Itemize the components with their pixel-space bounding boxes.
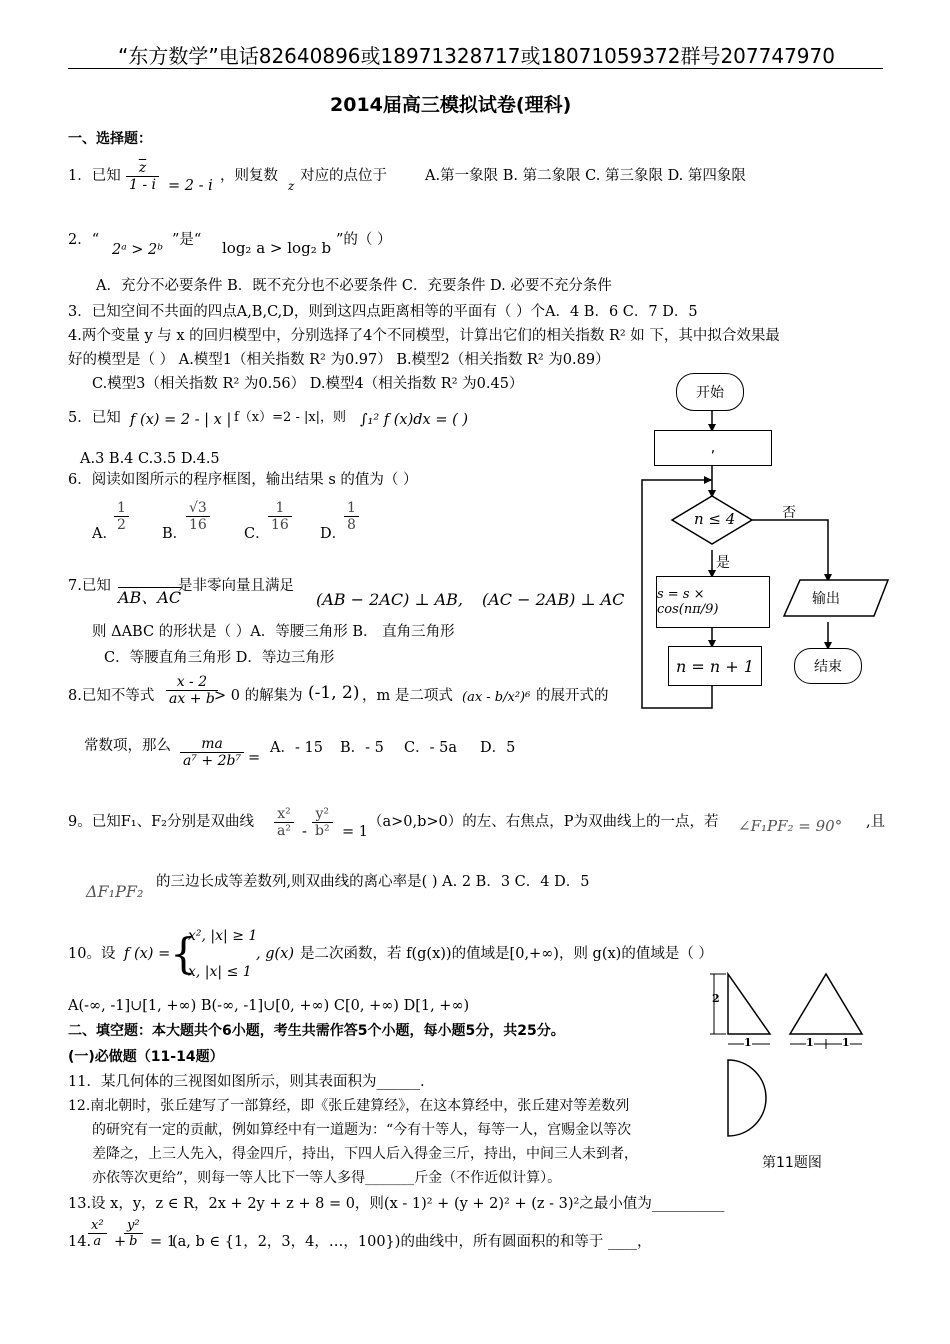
q8-optC: C．- 5a [404, 740, 457, 756]
q8-binomial: (ax - b/x²)⁶ [462, 690, 531, 705]
q1-lead: 1．已知 [68, 168, 121, 184]
q9-line2: 的三边长成等差数列,则双曲线的离心率是( ) A. 2 B．3 C．4 D．5 [156, 874, 590, 890]
flowchart-end: 结束 [794, 648, 862, 684]
q12-line3: 差降之，上三人先入，得金四斤，持出，下四人后入得金三斤，持出，中间三人未到者， [92, 1146, 638, 1162]
q1-mid: ，则复数 [220, 168, 278, 184]
q6-optC: C． [244, 526, 270, 542]
flowchart-start: 开始 [676, 373, 744, 411]
section-heading-fill: 二、填空题：本大题共个6小题，考生共需作答5个小题，每小题5分，共25分。 [68, 1023, 565, 1039]
q10-gx: , g(x) [256, 946, 294, 962]
q9-hyperbola-x: $\frac{\text{x²}}{\text{a²}}$ [274, 806, 294, 839]
flowchart-condition: n ≤ 4 [694, 510, 736, 528]
fig11-dim-w1: 1 [744, 1036, 752, 1049]
q6-optB: B． [162, 526, 188, 542]
flowchart-yes: 是 [716, 555, 730, 571]
q6-optD: D． [320, 526, 347, 542]
q5-f2: f（x）=2 - |x|，则 [234, 410, 347, 425]
fig11-dim-w2: 1 [806, 1036, 814, 1049]
q10-tail: 是二次函数，若 f(g(x))的值域是[0,+∞)，则 g(x)的值域是（ ） [300, 946, 713, 962]
q2-expr1: 2ᵃ > 2ᵇ [112, 242, 164, 258]
q9-hyperbola-y: $\frac{\text{y²}}{\text{b²}}$ [312, 806, 333, 839]
q8-set: (-1, 2) [308, 683, 360, 703]
q8-mid: > 0 的解集为 [214, 688, 303, 704]
q2-tail: ”的（ ） [336, 232, 392, 248]
q8-lead: 8.已知不等式 [68, 688, 155, 704]
q8-expr: $\frac{ma}{\text{a⁷ + 2b⁷}}$ [180, 736, 244, 769]
q10-case1: x², |x| ≥ 1 [188, 928, 258, 944]
q4-line1: 4.两个变量 y 与 x 的回归模型中，分别选择了4个不同模型，计算出它们的相关指数 R² 如 下，其中拟合效果最 [68, 328, 780, 344]
q5-f1: f (x) = 2 - | x | [130, 412, 232, 428]
fig11-dim-w3: 1 [842, 1036, 850, 1049]
q6-fracB: $\frac{√3}{16}$ [186, 500, 210, 533]
q9-mid: （a>0,b>0）的左、右焦点，P为双曲线上的一点，若 [368, 814, 719, 830]
q3: 3．已知空间不共面的四点A,B,C,D，则到这四点距离相等的平面有（ ）个A．4 B．6 C．7 D．5 [68, 304, 698, 320]
q1-options: A.第一象限 B. 第二象限 C. 第三象限 D. 第四象限 [425, 168, 746, 184]
q5-options: A.3 B.4 C.3.5 D.4.5 [80, 451, 220, 467]
q7-cond1: (AB − 2AC) ⊥ AB, [316, 590, 463, 609]
q6-stem: 6．阅读如图所示的程序框图，输出结果 s 的值为（ ） [68, 472, 418, 488]
q13: 13.设 x，y，z ∈ R，2x + 2y + z + 8 = 0，则(x - 1)² + (y + 2)² + (z - 3)²之最小值为__________ [68, 1196, 725, 1212]
q10-lead: 10。设 [68, 946, 116, 962]
q1-tail: 对应的点位于 [300, 168, 387, 184]
flowchart-step-s: s = s × cos(nπ/9) [656, 576, 770, 628]
q8-optD: D．5 [480, 740, 516, 756]
q7-mid: 是非零向量且满足 [178, 578, 294, 594]
q12-line2: 的研究有一定的贡献，例如算经中有一道题为：“今有十等人，每等一人，宫赐金以等次 [92, 1122, 632, 1138]
page-title: 2014届高三模拟试卷(理科) [330, 94, 572, 116]
three-view-figure [700, 966, 880, 1146]
q9-minus: - [302, 824, 307, 840]
q9-eq: = 1 [342, 824, 368, 840]
fig11-dim-h: 2 [712, 992, 720, 1005]
q8-tail: 的展开式的 [536, 688, 609, 704]
q5-lead: 5．已知 [68, 410, 121, 426]
q4-line3: C.模型3（相关指数 R² 为0.56） D.模型4（相关指数 R² 为0.45） [92, 376, 524, 392]
q8-line2: 常数项，那么 [84, 738, 171, 754]
q14-frac-x: $\frac{\text{x²}}{a}$ [88, 1218, 107, 1249]
q4-line2: 好的模型是（ ） A.模型1（相关指数 R² 为0.97） B.模型2（相关指数 R² 为0.89） [68, 352, 610, 368]
q6-fracA: $\frac{1}{2}$ [114, 500, 129, 533]
q10-options: A(-∞, -1]∪[1, +∞) B(-∞, -1]∪[0, +∞) C[0, +∞) D[1, +∞) [68, 998, 470, 1014]
q1-fraction: $\frac{\overline{z}}{1 - i}$ [126, 160, 159, 193]
section-heading-choice: 一、选择题： [68, 131, 152, 147]
q8-m: ，m 是二项式 [362, 688, 453, 704]
q14-frac-y: $\frac{\text{y²}}{b}$ [124, 1218, 143, 1249]
q14-tail: (a, b ∈ {1，2，3，4，…，100})的曲线中，所有圆面积的和等于 ____， [172, 1234, 652, 1250]
q12-line4: 亦依等次更给”，则每一等人比下一等人多得_______斤金（不作近似计算）。 [92, 1170, 562, 1186]
header-contact: “东方数学”电话82640896或18971328717或18071059372群号207747970 [118, 44, 835, 68]
q7-lead: 7.已知 [68, 578, 111, 594]
q7-line2: 则 ΔABC 的形状是（ ）A．等腰三角形 B． 直角三角形 [92, 624, 455, 640]
q8-eq: = [248, 750, 261, 766]
q5-integral: ∫₁² f (x)dx = ( ) [360, 412, 469, 428]
q7-vectors: AB、AC [118, 588, 182, 607]
q10-case2: x, |x| ≤ 1 [188, 964, 252, 980]
flowchart-step-n: n = n + 1 [668, 646, 762, 686]
q6-fracC: $\frac{1}{16}$ [268, 500, 292, 533]
q14-plus: + [114, 1234, 127, 1250]
subsection-required: (一)必做题（11-14题） [68, 1049, 224, 1065]
q9-triangle: ΔF₁PF₂ [86, 882, 144, 901]
q10-fx: f (x) = [124, 946, 171, 962]
q8-optB: B．- 5 [340, 740, 384, 756]
q14-eq: = 1 [150, 1234, 176, 1250]
q14-lead: 14. [68, 1234, 92, 1250]
q6-optA: A． [92, 526, 117, 542]
q2-options: A．充分不必要条件 B．既不充分也不必要条件 C．充要条件 D. 必要不充分条件 [96, 278, 612, 294]
q7-line3: C．等腰直角三角形 D．等边三角形 [104, 650, 335, 666]
header-rule [68, 68, 883, 69]
q9-angle: ∠F₁PF₂ = 90° [738, 817, 843, 835]
q12-line1: 12.南北朝时，张丘建写了一部算经，即《张丘建算经》，在这本算经中，张丘建对等差数列 [68, 1098, 630, 1114]
q2-mid: ”是“ [172, 232, 202, 248]
q6-fracD: $\frac{1}{8}$ [344, 500, 359, 533]
flowchart-no: 否 [782, 505, 796, 521]
q1-eq: = 2 - i [168, 178, 213, 194]
flowchart-init: , [654, 430, 772, 466]
q8-optA: A．- 15 [270, 740, 323, 756]
q9-tail: ,且 [866, 814, 886, 830]
q2-lead: 2．“ [68, 232, 100, 248]
q2-expr2: log₂ a > log₂ b [222, 239, 332, 257]
flowchart-output: 输出 [812, 591, 840, 607]
q8-fraction: $\frac{x - 2}{ax + b}$ [166, 674, 218, 707]
q1-var: z [288, 179, 295, 193]
q9-lead: 9。已知F₁、F₂分别是双曲线 [68, 814, 254, 830]
q11: 11．某几何体的三视图如图所示，则其表面积为______. [68, 1074, 425, 1090]
q10-brace: { [170, 929, 197, 978]
q7-cond2: (AC − 2AB) ⊥ AC [482, 590, 625, 609]
fig11-caption: 第11题图 [762, 1155, 822, 1171]
